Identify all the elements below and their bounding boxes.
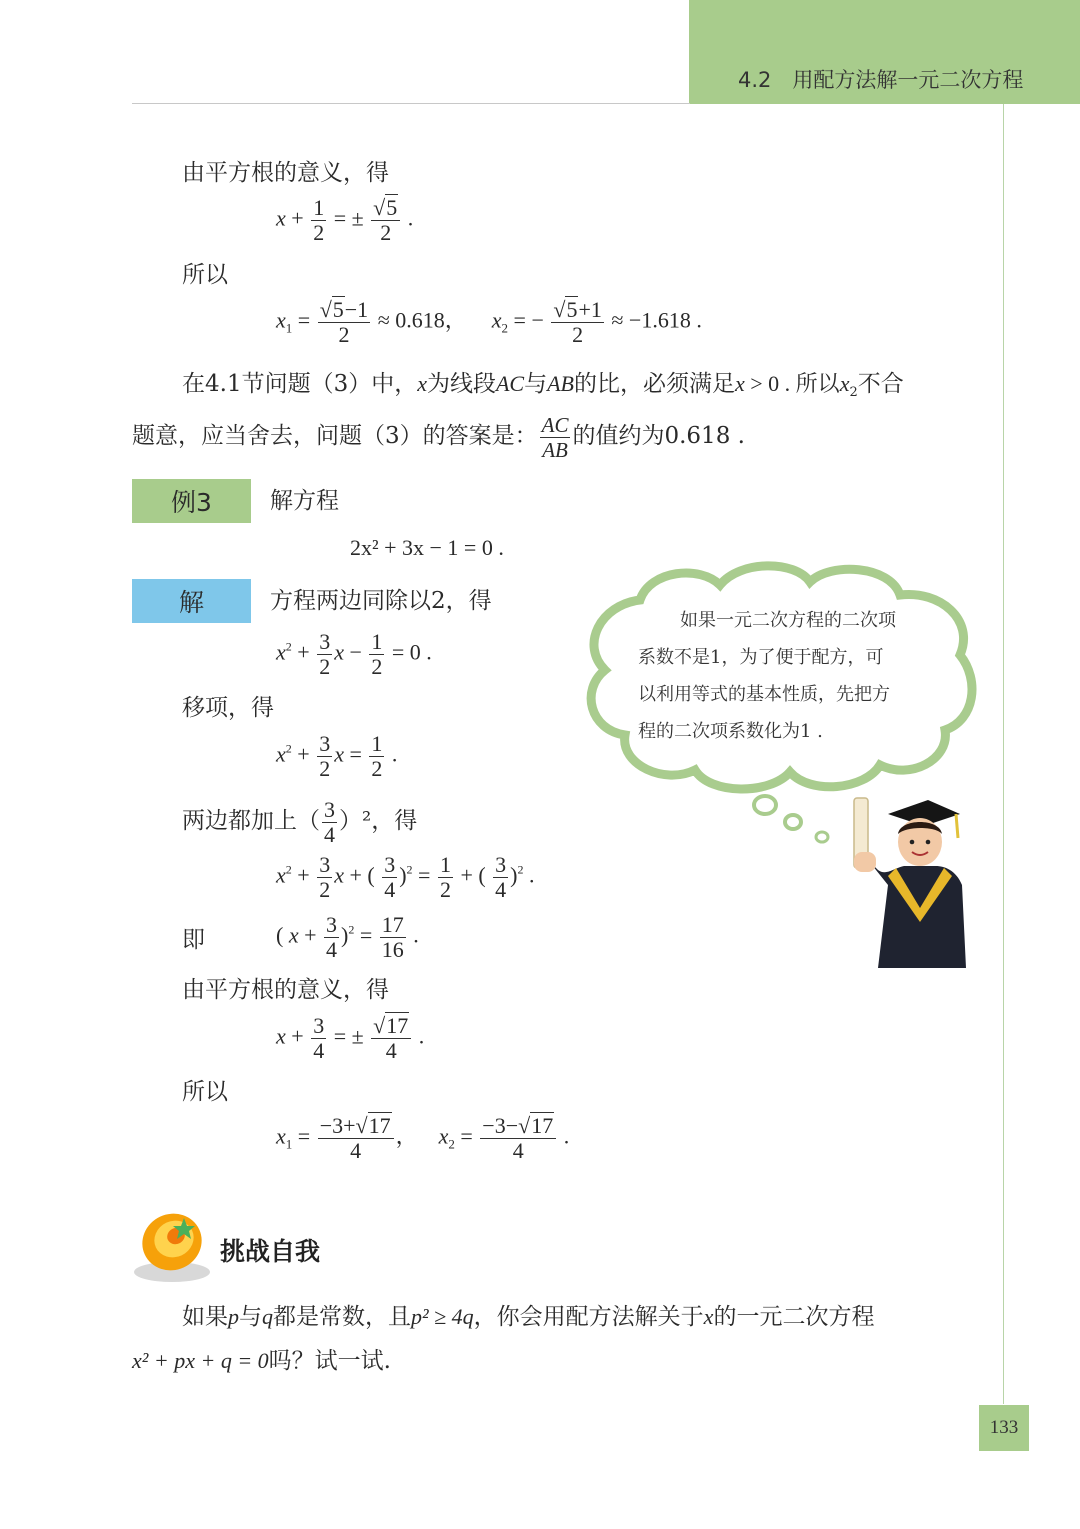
equation: $x^2$ + $\frac{3}{2}$ x − $\frac{1}{2}$ = 0 . xyxy=(276,629,432,679)
graduate-child-illustration xyxy=(848,790,973,970)
bubble-dot-medium xyxy=(785,815,801,829)
text-line: 由平方根的意义，得 xyxy=(182,977,389,1003)
equation: ( x + $\frac{3}{4}$ )$^2$ = $\frac{17}{16}$ . xyxy=(276,912,419,962)
page-number: 133 xyxy=(979,1405,1029,1451)
example-text: 解方程 xyxy=(270,488,339,514)
equation: $x^2$ + $\frac{3}{2}$ x = $\frac{1}{2}$ . xyxy=(276,731,398,781)
header-rule xyxy=(132,103,690,104)
text-line: 在4.1节问题（3）中，x为线段AC与AB的比，必须满足x > 0 . 所以$x_2$不合 xyxy=(182,371,904,400)
equation: 2x² + 3x − 1 = 0 . xyxy=(350,535,504,560)
equation: x + $\frac{1}{2}$ = ± $\frac{√5}{2}$ . xyxy=(276,195,414,245)
text-line: 所以 xyxy=(182,1079,228,1105)
text-line: 所以 xyxy=(182,262,228,288)
section-title: 4.2 用配方法解一元二次方程 xyxy=(738,68,1024,92)
challenge-title: 挑战自我 xyxy=(220,1237,321,1266)
text-line: 两边都加上（ $\frac{3}{4}$ ）²，得 xyxy=(182,796,418,847)
text-line: 由平方根的意义，得 xyxy=(182,160,389,186)
bubble-line: 如果一元二次方程的二次项 xyxy=(680,610,896,631)
bubble-line: 程的二次项系数化为1 . xyxy=(638,721,823,742)
text-line: x² + px + q = 0吗？试一试. xyxy=(132,1348,391,1374)
text-line: 移项，得 xyxy=(182,695,274,721)
target-icon xyxy=(130,1206,210,1286)
example-label: 例3 xyxy=(132,479,251,523)
text-line: 方程两边同除以2，得 xyxy=(270,588,492,614)
bubble-dot-large xyxy=(754,796,776,814)
bubble-line: 以利用等式的基本性质，先把方 xyxy=(638,684,890,705)
equation: x + $\frac{3}{4}$ = ± $\frac{√17}{4}$ . xyxy=(276,1013,425,1063)
equation: $x_1$ = $\frac{√5-1}{2}$ ≈ 0.618， $x_2$ = − $\frac{√5+1}{2}$ ≈ −1.618 . xyxy=(276,297,702,347)
text-line: 如果p与q都是常数，且p² ≥ 4q，你会用配方法解关于x的一元二次方程 xyxy=(182,1304,875,1330)
bubble-dot-small xyxy=(816,832,828,842)
bubble-line: 系数不是1，为了便于配方，可 xyxy=(638,647,884,668)
equation: $x_1$ = $\frac{-3+√17}{4}$ ， $x_2$ = $\frac{-3-√17}{4}$ . xyxy=(276,1113,570,1163)
equation: $x^2$ + $\frac{3}{2}$ x + ( $\frac{3}{4}$ )$^2$ = $\frac{1}{2}$ + ( $\frac{3}{4}$ )$^2$ . xyxy=(276,852,535,902)
bubble-text xyxy=(638,602,896,750)
text-line: 即 xyxy=(182,927,205,953)
solution-label: 解 xyxy=(132,579,251,623)
text-line: 题意，应当舍去，问题（3）的答案是： $\frac{AC}{AB}$ 的值约为0.618 . xyxy=(132,412,745,462)
margin-rule xyxy=(1003,104,1004,1404)
